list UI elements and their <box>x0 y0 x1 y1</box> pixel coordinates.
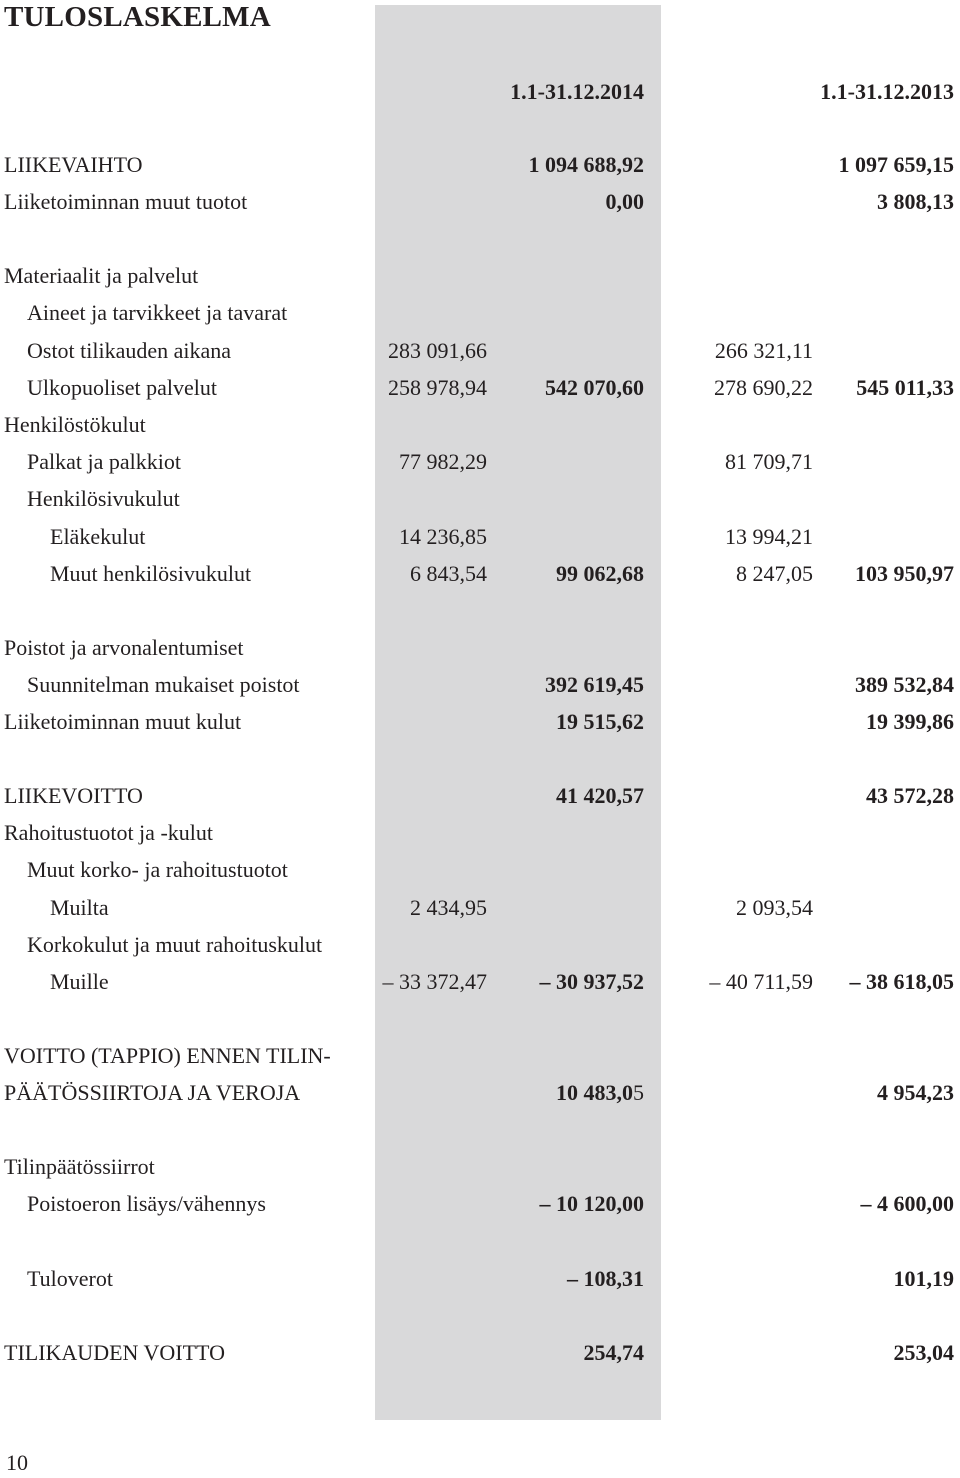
value-2014-detail: 283 091,66 <box>388 338 487 363</box>
value-2013-total: – 4 600,00 <box>860 1191 954 1216</box>
table-row <box>0 1189 960 1219</box>
value-2014-total: 99 062,68 <box>556 561 644 586</box>
row-label: Palkat ja palkkiot <box>27 449 181 474</box>
value-2014-total: – 10 120,00 <box>539 1191 644 1216</box>
row-label: Tuloverot <box>27 1266 113 1291</box>
row-label: Henkilöstökulut <box>4 412 146 437</box>
table-row <box>0 150 960 180</box>
table-row <box>0 967 960 997</box>
value-2013-total: 3 808,13 <box>877 189 954 214</box>
table-row <box>0 298 960 328</box>
row-label: Muut henkilösivukulut <box>50 561 252 586</box>
value-2014-total: 1 094 688,92 <box>528 152 644 177</box>
table-row <box>0 670 960 700</box>
table-row <box>0 1078 960 1108</box>
table-row <box>0 1041 960 1071</box>
table-row <box>0 1152 960 1182</box>
value-2013-total: – 38 618,05 <box>849 969 954 994</box>
row-label: Poistot ja arvonalentumiset <box>4 635 244 660</box>
table-row <box>0 893 960 923</box>
table-row <box>0 373 960 403</box>
value-2014-detail: 2 434,95 <box>410 895 487 920</box>
row-label: Ulkopuoliset palvelut <box>27 375 218 400</box>
row-label: Korkokulut ja muut rahoituskulut <box>27 932 323 957</box>
table-row <box>0 930 960 960</box>
table-row <box>0 336 960 366</box>
column-header-2013: 1.1-31.12.2013 <box>820 79 954 104</box>
value-2013-total: 103 950,97 <box>855 561 954 586</box>
table-row <box>0 447 960 477</box>
row-label: Rahoitustuotot ja -kulut <box>4 820 213 845</box>
page-title: TULOSLASKELMA <box>4 1 271 33</box>
row-label: LIIKEVOITTO <box>4 783 143 808</box>
row-label: Eläkekulut <box>50 524 146 549</box>
value-2013-total: 4 954,23 <box>877 1080 954 1105</box>
value-2013-detail: 2 093,54 <box>736 895 813 920</box>
value-2013-total: 101,19 <box>893 1266 954 1291</box>
value-2014-total: 0,00 <box>605 189 644 214</box>
value-2013-detail: 278 690,22 <box>714 375 813 400</box>
value-2014-total: 392 619,45 <box>545 672 644 697</box>
value-2014-total-bold-part: 10 483,0 <box>556 1080 633 1105</box>
value-2013-total: 19 399,86 <box>866 709 954 734</box>
row-label: PÄÄTÖSSIIRTOJA JA VEROJA <box>4 1080 301 1105</box>
table-row <box>0 1338 960 1368</box>
row-label: Suunnitelman mukaiset poistot <box>27 672 300 697</box>
table-row <box>0 818 960 848</box>
row-label: Aineet ja tarvikkeet ja tavarat <box>27 300 288 325</box>
value-2014-total: 254,74 <box>583 1340 644 1365</box>
value-2013-total: 389 532,84 <box>855 672 954 697</box>
value-2014-total: 41 420,57 <box>556 783 644 808</box>
value-2014-detail: 14 236,85 <box>399 524 487 549</box>
row-label: TILIKAUDEN VOITTO <box>4 1340 225 1365</box>
value-2014-detail: 6 843,54 <box>410 561 487 586</box>
table-row <box>0 522 960 552</box>
value-2014-total: – 30 937,52 <box>539 969 644 994</box>
value-2014-total: – 108,31 <box>567 1266 644 1291</box>
table-row <box>0 633 960 663</box>
value-2014-detail: 258 978,94 <box>388 375 487 400</box>
table-row <box>0 1264 960 1294</box>
table-row <box>0 187 960 217</box>
value-2013-total: 43 572,28 <box>866 783 954 808</box>
value-2014-detail: – 33 372,47 <box>382 969 487 994</box>
row-label: Materiaalit ja palvelut <box>4 263 199 288</box>
row-label: LIIKEVAIHTO <box>4 152 143 177</box>
row-label: Liiketoiminnan muut kulut <box>4 709 242 734</box>
value-2014-total-light-part: 5 <box>633 1080 644 1105</box>
value-2013-total: 253,04 <box>893 1340 954 1365</box>
row-label: Muilta <box>50 895 109 920</box>
row-label: Henkilösivukulut <box>27 486 180 511</box>
page-number: 10 <box>6 1450 28 1475</box>
row-label: Liiketoiminnan muut tuotot <box>4 189 248 214</box>
value-2013-total: 1 097 659,15 <box>838 152 954 177</box>
value-2014-total: 542 070,60 <box>545 375 644 400</box>
value-2013-total: 545 011,33 <box>856 375 954 400</box>
value-2014-detail: 77 982,29 <box>399 449 487 474</box>
table-row <box>0 855 960 885</box>
row-label: Muille <box>50 969 109 994</box>
column-header-2014: 1.1-31.12.2014 <box>510 79 644 104</box>
row-label: VOITTO (TAPPIO) ENNEN TILIN- <box>4 1043 331 1068</box>
value-2013-detail: 266 321,11 <box>714 338 813 363</box>
table-row <box>0 484 960 514</box>
table-row <box>0 261 960 291</box>
value-2013-detail: 81 709,71 <box>725 449 813 474</box>
table-row <box>0 559 960 589</box>
value-2013-detail: – 40 711,59 <box>709 969 813 994</box>
value-2014-total: 19 515,62 <box>556 709 644 734</box>
table-row <box>0 707 960 737</box>
value-2013-detail: 13 994,21 <box>725 524 813 549</box>
row-label: Poistoeron lisäys/vähennys <box>27 1191 266 1216</box>
row-label: Tilinpäätössiirrot <box>4 1154 155 1179</box>
row-label: Muut korko- ja rahoitustuotot <box>27 857 288 882</box>
value-2014-total <box>556 1078 644 1108</box>
value-2013-detail: 8 247,05 <box>736 561 813 586</box>
row-label: Ostot tilikauden aikana <box>27 338 232 363</box>
table-row <box>0 781 960 811</box>
table-row <box>0 410 960 440</box>
